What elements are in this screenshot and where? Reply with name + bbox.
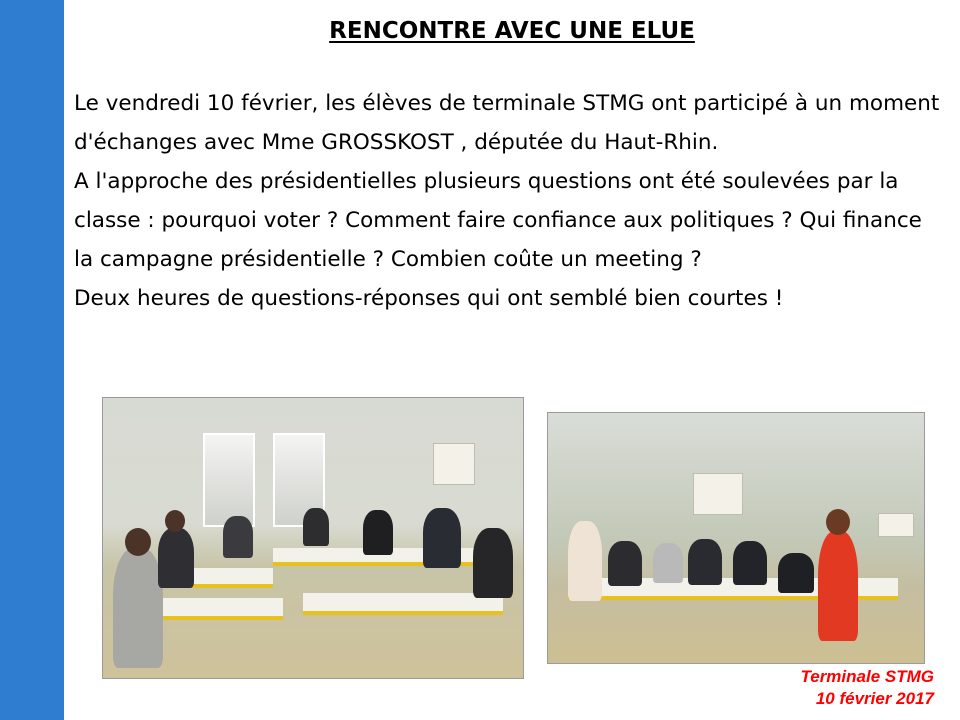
wall-poster: [433, 443, 475, 485]
paragraph-questions: A l'approche des présidentielles plusieurs questions ont été soulevées par la classe : pourquoi voter ? Comment faire confiance aux politiques ? Qui finance la campagne présidentielle ? Combien coûte un meeting ?: [74, 169, 922, 272]
student: [653, 543, 683, 583]
student: [363, 510, 393, 555]
student: [473, 528, 513, 598]
caption-date: 10 février 2017: [815, 689, 934, 708]
student: [733, 541, 767, 585]
photo-caption: [800, 666, 934, 710]
student: [688, 539, 722, 585]
paragraph-intro: Le vendredi 10 février, les élèves de terminale STMG ont participé à un moment d'échanges avec Mme GROSSKOST , députée du Haut-Rhin.: [74, 91, 940, 155]
student: [778, 553, 814, 593]
classroom-photo-left: [102, 397, 524, 679]
window-1: [203, 433, 255, 527]
paragraph-conclusion: Deux heures de questions-réponses qui ont semblé bien courtes !: [74, 286, 784, 311]
wall-poster: [693, 473, 743, 515]
slide-title: RENCONTRE AVEC UNE ELUE: [329, 18, 695, 44]
student: [113, 548, 163, 668]
desk: [303, 593, 503, 615]
student: [608, 541, 642, 586]
student: [568, 521, 602, 601]
student: [303, 508, 329, 546]
deputy: [818, 531, 858, 641]
caption-class: Terminale STMG: [800, 667, 934, 686]
classroom-photo-right: [547, 412, 925, 664]
wall-sign: [878, 513, 914, 537]
student: [223, 516, 253, 558]
slide-body-text: [74, 84, 944, 318]
student: [423, 508, 461, 568]
student: [158, 528, 194, 588]
student-head: [165, 510, 185, 532]
accent-side-bar: [0, 0, 64, 720]
deputy-head: [826, 509, 850, 535]
desk: [163, 598, 283, 620]
student-head: [125, 528, 151, 556]
